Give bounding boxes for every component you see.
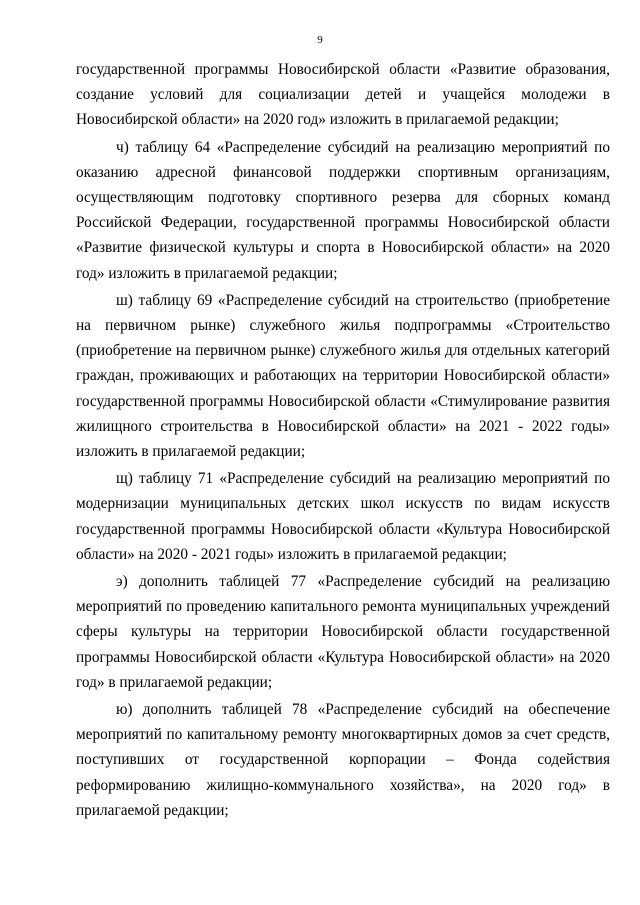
paragraph-item-e: э) дополнить таблицей 77 «Распределение субсидий на реализацию мероприятий по проведению капитального ремонта муниципальных учреждений сферы культуры на территории Новосибирской области государственной программы Новосибирской области «Культура Новосибирской области» на 2020 год» в прилагаемой редакции; xyxy=(76,573,610,691)
paragraph-item-ch: ч) таблицу 64 «Распределение субсидий на реализацию мероприятий по оказанию адресной финансовой поддержки спортивным организациям, осуществляющим подготовку спортивного резерва для сборных команд Российской Федерации, государственной программы Новосибирской области «Развитие физической культуры и спорта в Новосибирской области» на 2020 год» изложить в прилагаемой редакции; xyxy=(76,138,610,282)
paragraph-continuation: государственной программы Новосибирской области «Развитие образования, создание условий для социализации детей и учащейся молодежи в Новосибирской области» на 2020 год» изложить в прилагаемой редакции; xyxy=(76,61,610,129)
paragraph-item-yu: ю) дополнить таблицей 78 «Распределение субсидий на обеспечение мероприятий по капитальному ремонту многоквартирных домов за счет средств, поступивших от государственной корпорации – Фонда содействия реформированию жилищно-коммунального хозяйства», на 2020 год» в прилагаемой редакции; xyxy=(76,701,610,819)
paragraph-item-sh: ш) таблицу 69 «Распределение субсидий на строительство (приобретение на первичном рынке) служебного жилья подпрограммы «Строительство (приобретение на первичном рынке) служебного жилья для отдельных категорий граждан, проживающих и работающих на территории Новосибирской области» государственной программы Новосибирской области «Стимулирование развития жилищного строительства в Новосибирской области» на 2021 - 2022 годы» изложить в прилагаемой редакции; xyxy=(76,291,610,461)
page-number: 9 xyxy=(317,34,323,46)
document-body xyxy=(76,57,610,823)
paragraph-item-shch: щ) таблицу 71 «Распределение субсидий на реализацию мероприятий по модернизации муниципальных детских школ искусств по видам искусств государственной программы Новосибирской области «Культура Новосибирской области» на 2020 - 2021 годы» изложить в прилагаемой редакции; xyxy=(76,470,610,563)
